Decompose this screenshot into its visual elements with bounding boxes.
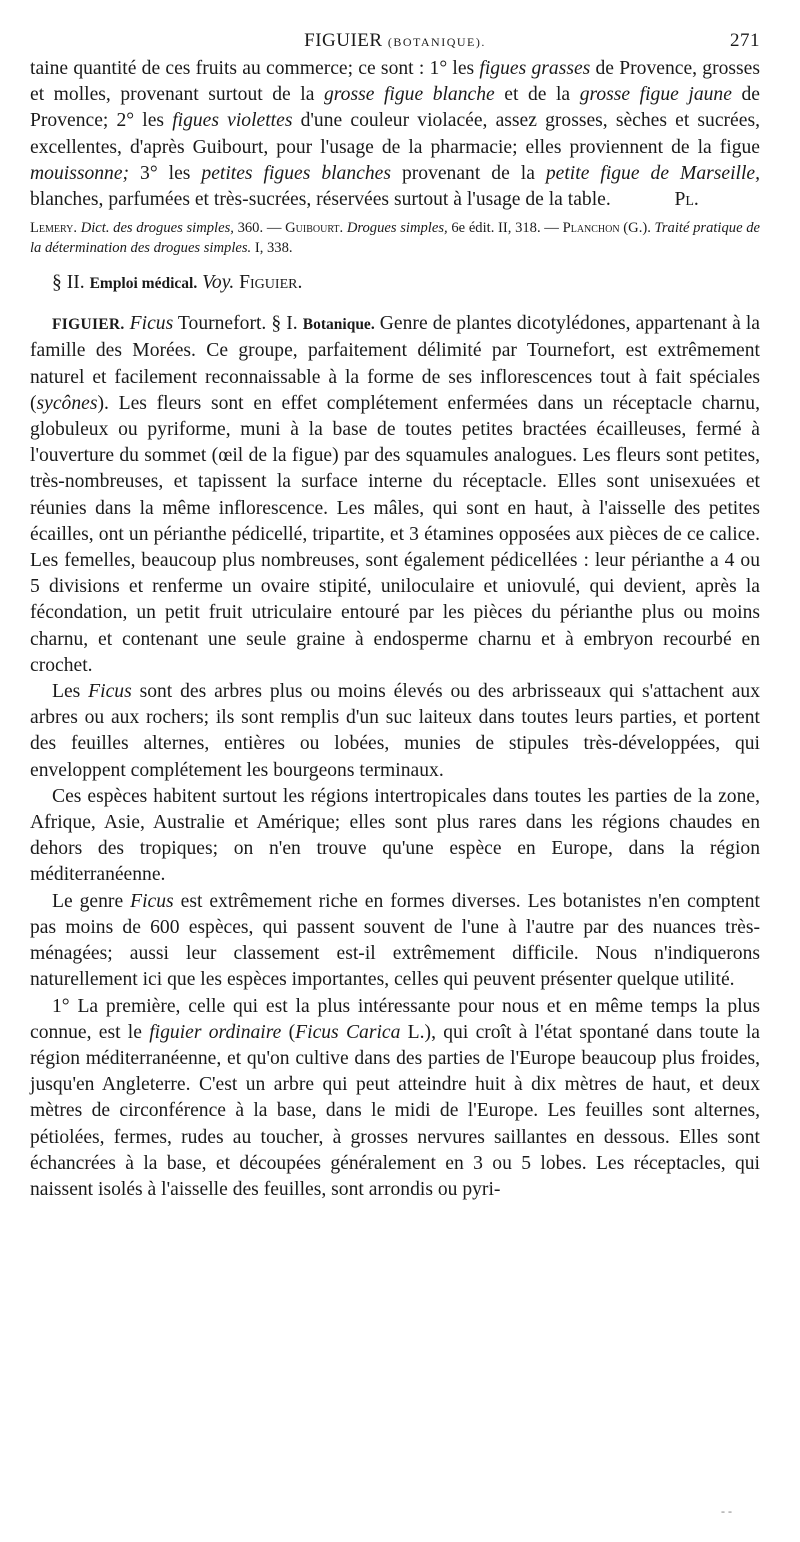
footer-mark: - - bbox=[721, 1504, 732, 1518]
section-heading-emploi-medical bbox=[30, 270, 760, 297]
italic-term: Ficus bbox=[88, 681, 132, 703]
paragraph-fig-varieties bbox=[30, 56, 760, 213]
text-run: Genre de plantes dicotylédones, appartenant à la famille des Morées. Ce groupe, parfaitement délimité par Tournefort, est extrêmement naturel et facilement reconnaissable à la forme de ses inflorescences tout à fait spéciales ( bbox=[30, 313, 760, 414]
paragraph-ficus-carica bbox=[30, 994, 760, 1204]
ref-work: Traité pratique de la détermination des drogues simples. bbox=[30, 220, 761, 256]
text-run: L.), qui croît à l'état spontané dans toute la région méditerranéenne, et qu'on cultive dans des parties de l'Europe beaucoup plus froides, jusqu'en Angleterre. C'est un arbre qui peut atteindre huit à dix mètres de haut, et deux mètres de circonférence à la base, dans le midi de l'Europe. Les feuilles sont alternes, pétiolées, fermes, rudes au toucher, à grosses nervures saillantes en dessous. Elles sont échancrées à la base, et découpées généralement en 3 ou 5 lobes. Les réceptacles, qui naissent isolés à l'aisselle des feuilles, sont arrondis ou pyri- bbox=[30, 1021, 761, 1200]
section-title: Botanique. bbox=[302, 316, 375, 334]
text-run: Les bbox=[52, 681, 89, 703]
italic-term: petites figues blanches bbox=[201, 162, 391, 184]
text-run: Le genre bbox=[52, 890, 131, 912]
ref-initial: (G.). bbox=[619, 220, 655, 237]
italic-term: petite figue de Marseille, bbox=[545, 162, 760, 184]
text-run: Ces espèces habitent surtout les régions intertropicales dans toutes les parties de la zone, Afrique, Asie, Australie et Amérique; elles sont plus rares dans les régions chaudes en dehors des tropiques; on n'en trouve qu'une espèce en Europe, dans la région méditerranéenne. bbox=[30, 785, 760, 886]
italic-term: mouissonne; bbox=[30, 162, 130, 184]
text-run: 1° La première, celle qui est la plus intéressante pour nous et en même temps la plus connue, est le bbox=[30, 995, 760, 1043]
section-mark: § II. bbox=[52, 272, 85, 294]
paragraph-ficus-habitat bbox=[30, 784, 760, 889]
paragraph-ficus-species bbox=[30, 889, 760, 994]
ref-locator: I, 338. bbox=[251, 239, 293, 256]
italic-term: figues grasses bbox=[479, 58, 591, 79]
running-header bbox=[30, 26, 760, 56]
text-run: de Provence, grosses et molles, provenant surtout de la bbox=[30, 58, 760, 106]
text-run: 3° les bbox=[129, 162, 202, 184]
ref-author: Guibourt. bbox=[285, 220, 344, 237]
author-signature: Pl. bbox=[674, 189, 699, 211]
bibliography-references bbox=[30, 219, 760, 258]
italic-term: grosse figue blanche bbox=[323, 84, 495, 106]
italic-term: figuier ordinaire bbox=[149, 1021, 282, 1043]
text-run: de Provence; 2° les bbox=[30, 84, 760, 132]
text-run: ( bbox=[281, 1021, 296, 1043]
text-run: est extrêmement riche en formes diverses. Les botanistes n'en comptent pas moins de 600 espèces, qui passent souvent de l'une à l'autre par des nuances très-ménagées; aussi leur classement est-il extrêmement difficile. Nous n'indiquerons naturellement ici que les espèces importantes, celles qui peuvent présenter quelque utilité. bbox=[30, 890, 760, 991]
ref-work: Dict. des drogues simples, bbox=[77, 220, 234, 237]
italic-term: figues violettes bbox=[172, 110, 293, 132]
running-title-main: FIGUIER bbox=[304, 30, 383, 51]
ref-locator: 6e édit. II, 318. — bbox=[447, 220, 563, 237]
italic-term: Ficus bbox=[130, 890, 174, 912]
section-mark: § I. bbox=[271, 313, 298, 335]
cross-ref-voy: Voy. bbox=[202, 272, 235, 294]
text-run: blanches, parfumées et très-sucrées, réservées surtout à l'usage de la table. bbox=[30, 189, 611, 211]
text-run: taine quantité de ces fruits au commerce; ce sont : 1° les bbox=[30, 58, 480, 79]
running-title bbox=[30, 30, 760, 52]
ref-locator: 360. — bbox=[233, 220, 286, 237]
italic-term: sycônes bbox=[36, 392, 98, 414]
ref-author: Lemery. bbox=[30, 220, 78, 237]
text-run: et de la bbox=[494, 84, 580, 106]
italic-term: Ficus Carica bbox=[295, 1021, 401, 1043]
entry-figuier-botanique bbox=[30, 311, 760, 679]
cross-ref-target: Figuier. bbox=[239, 272, 303, 294]
text-run: provenant de la bbox=[390, 162, 546, 184]
section-title: Emploi médical. bbox=[89, 275, 198, 293]
page-number: 271 bbox=[730, 30, 760, 51]
genus-author: Tournefort. bbox=[173, 313, 272, 335]
entry-headword: FIGUIER. bbox=[52, 316, 125, 334]
text-run: d'une couleur violacée, assez grosses, sèches et sucrées, excellentes, d'après Guibourt, pour l'usage de la pharmacie; elles proviennent de la figue bbox=[30, 110, 760, 158]
text-run: sont des arbres plus ou moins élevés ou des arbrisseaux qui s'attachent aux arbres ou aux rochers; ils sont remplis d'un suc laiteux dans toutes leurs parties, et portent des feuilles alternes, entières ou lobées, munies de stipules très-développées, qui enveloppent complétement les bourgeons terminaux. bbox=[30, 681, 760, 781]
genus-name: Ficus bbox=[129, 313, 174, 335]
paragraph-ficus-description bbox=[30, 679, 760, 784]
italic-term: grosse figue jaune bbox=[579, 84, 732, 106]
ref-author: Planchon bbox=[562, 220, 620, 237]
running-title-sub: (BOTANIQUE). bbox=[387, 35, 486, 49]
text-run: ). Les fleurs sont en effet complétement enfermées dans un réceptacle charnu, globuleux ou pyriforme, muni à la base de toutes petites bractées écailleuses, fermé à l'ouverture du sommet (œil de la figue) par des squamules analogues. Les fleurs sont petites, très-nombreuses, et tapissent la surface interne du réceptacle. Elles sont unisexuées et réunies dans la même inflorescence. Les mâles, qui sont en haut, à l'aisselle des petites écailles, ont un périanthe pédicellé, tripartite, et 3 étamines opposées aux pièces de ce calice. Les femelles, beaucoup plus nombreuses, sont également pédicellées : leur périanthe a 4 ou 5 divisions et renferme un ovaire stipité, uniloculaire et uniovulé, qui devient, après la fécondation, un petit fruit utriculaire entouré par les pièces du périanthe plus ou moins charnu, et contenant une seule graine à endosperme charnu et à embryon recourbé en crochet. bbox=[30, 392, 760, 676]
ref-work: Drogues simples, bbox=[343, 220, 448, 237]
